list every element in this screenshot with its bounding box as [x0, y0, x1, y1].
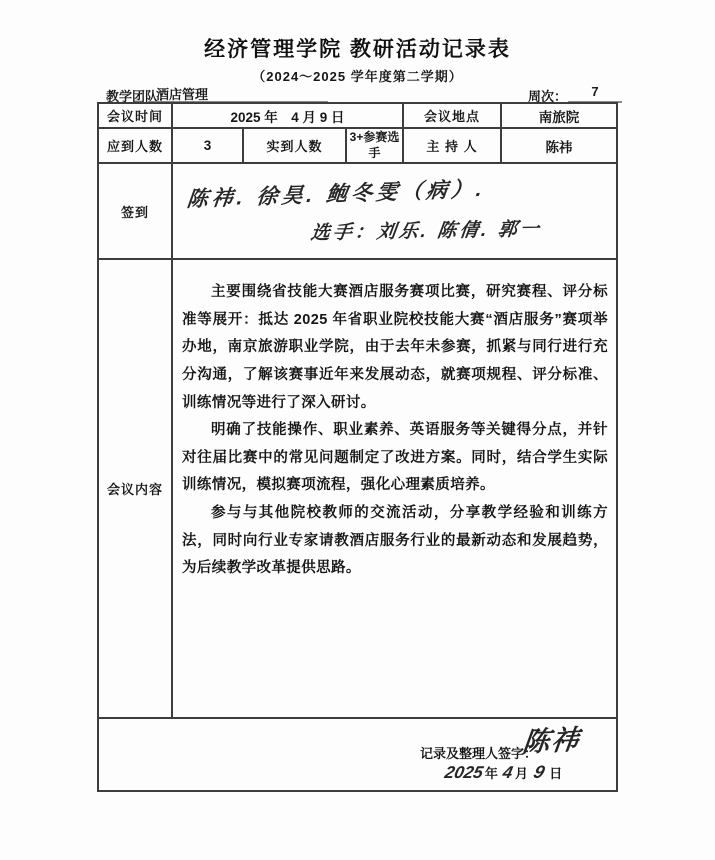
content-paragraph-2: 明确了技能操作、职业素养、英语服务等关键得分点，并针对往届比赛中的常见问题制定了改进方案。同时，结合学生实际训练情况，模拟赛项流程，强化心理素质培养。	[182, 422, 608, 494]
content-paragraph-3: 参与与其他院校教师的交流活动，分享教学经验和训练方法，同时向行业专家请教酒店服务行业的最新动态和发展趋势，为后续教学改革提供思路。	[182, 504, 608, 577]
footer-date-day-handwritten: 9	[530, 761, 547, 783]
meeting-place-value: 南旅院	[501, 103, 617, 128]
teaching-team-value: 酒店管理	[148, 84, 328, 103]
expected-attendees-value: 3	[172, 128, 243, 163]
host-value: 陈祎	[501, 128, 617, 163]
meeting-place-label: 会议地点	[403, 103, 501, 128]
form-meta-line	[0, 84, 715, 104]
table-row-content	[98, 259, 617, 718]
content-paragraph-1: 主要围绕省技能大赛酒店服务赛项比赛，研究赛程、评分标准等展开：抵达 2025 年省职业院校技能大赛“酒店服务”赛项举办地，南京旅游职业学院，由于去年未参赛，抓紧与同行进行充分沟通，了解该赛事近年来发展动态，就赛项规程、评分标准、训练情况等进行了深入研讨。	[182, 284, 608, 411]
actual-attendees-value: 3+参赛选手	[346, 128, 403, 163]
actual-attendees-label: 实到人数	[243, 128, 346, 163]
recorder-handwritten-signature: 陈祎	[520, 724, 583, 758]
recorder-label: 记录及整理人签字：	[420, 746, 538, 762]
host-label: 主 持 人	[403, 128, 501, 163]
meeting-content-body	[172, 259, 617, 718]
page-title: 经济管理学院 教研活动记录表	[204, 38, 511, 61]
meeting-time-label: 会议时间	[98, 103, 172, 128]
footer-date-day-suffix: 日	[549, 766, 563, 782]
week-number-value: 7	[568, 84, 622, 103]
recorder-signature-area	[98, 718, 617, 791]
table-row-meeting-time	[98, 103, 617, 128]
footer-date-month-suffix: 月	[514, 766, 528, 782]
signin-handwritten-names: 陈祎. 徐昊. 鲍冬雯（病）.	[185, 177, 488, 212]
teaching-team-label: 教学团队：	[106, 89, 172, 104]
meeting-content-label: 会议内容	[98, 259, 172, 718]
table-row-footer	[98, 718, 617, 791]
page-subtitle: （2024～2025 学年度第二学期）	[252, 69, 463, 84]
footer-date-month-handwritten: 4	[501, 763, 516, 783]
signin-area	[172, 163, 617, 259]
footer-date-year-handwritten: 2025	[443, 763, 485, 783]
footer-date	[443, 762, 562, 783]
meeting-time-value: 2025 年 4 月 9 日	[172, 103, 403, 128]
footer-date-year-suffix: 年	[484, 766, 498, 782]
signin-handwritten-contestants: 选手：刘乐. 陈倩. 郭一	[309, 219, 544, 245]
expected-attendees-label: 应到人数	[98, 128, 172, 163]
signin-label: 签到	[98, 163, 172, 259]
meeting-record-table	[97, 102, 618, 792]
table-row-signin	[98, 163, 617, 259]
table-row-attendance	[98, 128, 617, 163]
week-number-label: 周次：	[528, 89, 568, 104]
